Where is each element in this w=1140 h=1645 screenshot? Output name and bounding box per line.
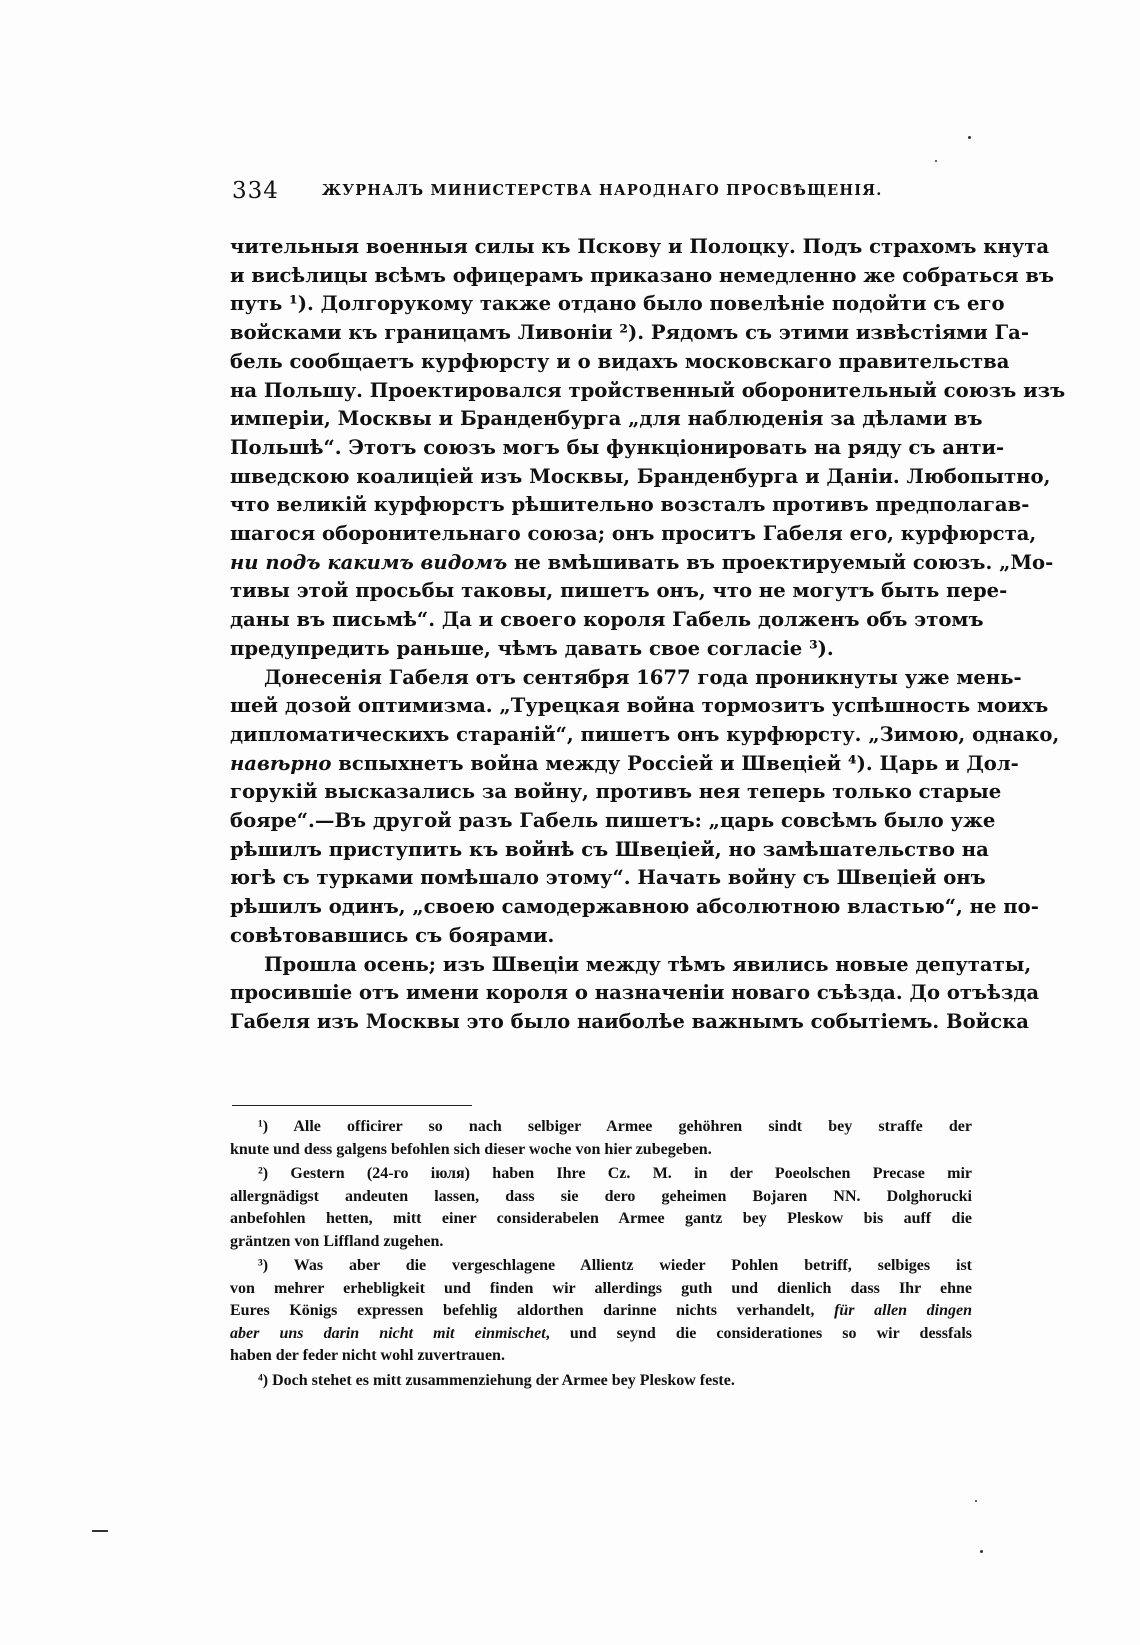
footnote-line: gräntzen von Liffland zugehen. <box>230 1232 444 1250</box>
body-line: путь ¹). Долгорукому также отдано было повелѣніе подойти съ его <box>230 292 1005 316</box>
body-line: совѣтовавшись съ боярами. <box>230 923 555 947</box>
body-line: шагося оборонительнаго союза; онъ проситъ Габеля его, курфюрста, <box>230 522 1037 546</box>
body-line: югѣ съ турками помѣшало этому“. Начать войну съ Швеціей онъ <box>230 866 986 890</box>
body-line: чительныя военныя силы къ Пскову и Полоцку. Подъ страхомъ кнута <box>230 235 1050 258</box>
body-line: даны въ письмѣ“. Да и своего короля Габель долженъ объ этомъ <box>230 608 984 632</box>
footnote-line: haben der feder nicht wohl zuvertrauen. <box>230 1347 505 1364</box>
footnote-line-rest: , und seynd die considerationes so wir dessfals <box>545 1324 972 1342</box>
italic-phrase: aber uns darin nicht mit einmischet <box>230 1324 546 1342</box>
body-line <box>230 750 1019 779</box>
body-line: Габеля изъ Москвы это было наиболѣе важнымъ событіемъ. Войска <box>230 1009 1029 1033</box>
scan-speck <box>975 1500 977 1502</box>
page-number: 334 <box>232 178 279 204</box>
body-line: и висѣлицы всѣмъ офицерамъ приказано немедленно же собраться въ <box>230 263 1055 287</box>
footnote-line: von mehrer erhebligkeit und finden wir allerdings guth und dienlich dass Ihr ehne <box>230 1279 972 1297</box>
footnote-line: ⁴) Doch stehet es mitt zusammenziehung der Armee bey Pleskow feste. <box>258 1371 735 1389</box>
footnote-1 <box>230 1116 972 1161</box>
footnote-line <box>230 1323 972 1346</box>
page-header <box>232 178 972 208</box>
margin-mark <box>92 1530 108 1532</box>
footnote-2 <box>230 1163 972 1253</box>
body-line: что великій курфюрстъ рѣшительно возсталъ противъ предполагав- <box>230 493 1030 517</box>
scan-speck <box>980 1550 983 1553</box>
footnote-line: ³) Was aber die vergeschlagene Allientz wieder Pohlen betriff, selbiges ist <box>258 1257 972 1274</box>
body-line: дипломатическихъ стараній“, пишетъ онъ курфюрсту. „Зимою, однако, <box>230 722 1060 746</box>
body-line: рѣшилъ одинъ, „своею самодержавною абсолютною властью“, не по- <box>230 895 1039 919</box>
footnote-line: knute und dess galgens befohlen sich dieser woche von hier zubegeben. <box>230 1140 712 1158</box>
footnote-line <box>230 1300 972 1323</box>
body-line <box>230 549 1054 578</box>
body-line: войсками къ границамъ Ливоніи ²). Рядомъ съ этими извѣстіями Га- <box>230 321 1029 345</box>
body-line: тивы этой просьбы таковы, пишетъ онъ, что не могутъ быть пере- <box>230 579 1008 603</box>
body-line-rest: не вмѣшивать въ проектируемый союзъ. „Мо- <box>507 550 1054 574</box>
body-line: Польшѣ“. Этотъ союзъ могъ бы функціонировать на ряду съ анти- <box>230 435 1005 459</box>
footnote-line: allergnädigst andeuten lassen, dass sie dero geheimen Bojaren NN. Dolghorucki <box>230 1187 972 1205</box>
body-line: имперіи, Москвы и Бранденбурга „для наблюденія за дѣлами въ <box>230 407 983 431</box>
body-line: предупредить раньше, чѣмъ давать свое согласіе ³). <box>230 636 834 660</box>
italic-phrase: für allen dingen <box>834 1302 973 1319</box>
footnote-line: ¹) Alle officirer so nach selbiger Armee gehöhren sindt bey straffe der <box>258 1118 972 1135</box>
italic-phrase: навѣрно <box>230 751 332 775</box>
italic-phrase: ни подъ какимъ видомъ <box>230 550 508 574</box>
body-line: бояре“.—Въ другой разъ Габель пишетъ: „царь совсѣмъ было уже <box>230 809 996 833</box>
footnote-divider <box>232 1105 472 1106</box>
body-line: шей дозой оптимизма. „Турецкая война тормозитъ успѣшность моихъ <box>230 694 1049 718</box>
body-line: Прошла осень; изъ Швеціи между тѣмъ явились новые депутаты, <box>264 952 1032 976</box>
body-line: на Польшу. Проектировался тройственный оборонительный союзъ изъ <box>230 378 1066 402</box>
footnote-3 <box>230 1255 972 1368</box>
body-line-rest: вспыхнетъ война между Россіей и Швеціей ⁴). Царь и Дол- <box>331 751 1019 775</box>
footnotes <box>230 1116 972 1394</box>
body-line: просившіе отъ имени короля о назначеніи новаго съѣзда. До отъѣзда <box>230 981 1040 1005</box>
footnote-line: ²) Gestern (24-го іюля) haben Ihre Cz. M. in der Poeolschen Precase mir <box>258 1165 972 1182</box>
scan-speck <box>968 136 971 139</box>
body-line: Донесенія Габеля отъ сентября 1677 года проникнуты уже мень- <box>264 665 1022 689</box>
running-title: ЖУРНАЛЪ МИНИСТЕРСТВА НАРОДНАГО ПРОСВѢЩЕНІЯ. <box>322 182 883 199</box>
footnote-4 <box>230 1370 972 1393</box>
body-line: шведскою коалиціей изъ Москвы, Бранденбурга и Даніи. Любопытно, <box>230 464 1051 488</box>
scan-speck <box>935 160 937 162</box>
body-line: рѣшилъ приступить къ войнѣ съ Швеціей, но замѣшательство на <box>230 837 989 861</box>
body-line: горукій высказались за войну, противъ нея теперь только старые <box>230 780 1002 804</box>
body-line: бель сообщаетъ курфюрсту и о видахъ московскаго правительства <box>230 349 1010 373</box>
footnote-line-start: Eures Königs expressen befehlig aldorthen darinne nichts verhandelt, <box>230 1302 835 1319</box>
footnote-line: anbefohlen hetten, mitt einer considerabelen Armee gantz bey Pleskow bis auff die <box>230 1210 972 1227</box>
body-text <box>230 233 1066 1037</box>
